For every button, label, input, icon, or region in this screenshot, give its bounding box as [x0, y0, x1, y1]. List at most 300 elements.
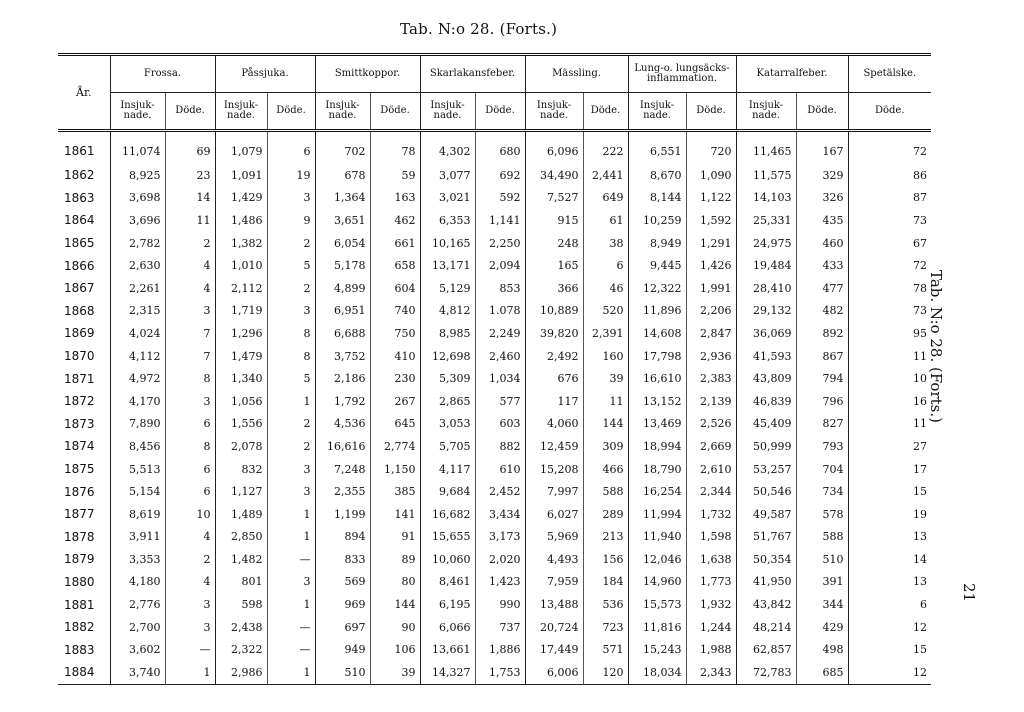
sick-count-cell: 1,010	[215, 254, 267, 277]
death-count-cell: 67	[848, 232, 931, 255]
year-cell: 1882	[64, 620, 95, 635]
death-count-cell: 12	[848, 616, 931, 639]
death-count-cell: 610	[475, 458, 525, 481]
sick-count-cell: 7,997	[525, 480, 583, 503]
death-count-cell: 9	[267, 209, 315, 232]
sick-count-cell: 12,698	[420, 345, 475, 368]
death-count-cell: 477	[796, 277, 848, 300]
year-cell: 1871	[64, 371, 95, 386]
death-count-cell: 8	[165, 367, 215, 390]
death-count-cell: 1	[165, 661, 215, 684]
sick-count-cell: 2,630	[110, 254, 165, 277]
death-count-cell: 1	[267, 390, 315, 413]
sick-count-cell: 3,752	[315, 345, 370, 368]
death-count-cell: 498	[796, 638, 848, 661]
sick-count-cell: 1,489	[215, 503, 267, 526]
table-row	[58, 187, 931, 210]
table-row	[58, 322, 931, 345]
sick-count-cell: 1,199	[315, 503, 370, 526]
death-count-cell: 2	[165, 232, 215, 255]
sick-count-cell: 117	[525, 390, 583, 413]
death-count-cell: 429	[796, 616, 848, 639]
death-count-cell: 17	[848, 458, 931, 481]
sick-count-cell: 18,034	[628, 661, 686, 684]
death-count-cell: 2,020	[475, 548, 525, 571]
death-count-cell: 39	[583, 367, 628, 390]
sick-count-cell: 7,959	[525, 571, 583, 594]
sick-count-cell: 72,783	[736, 661, 796, 684]
death-count-cell: 588	[796, 526, 848, 549]
sick-count-cell: 39,820	[525, 322, 583, 345]
death-count-cell: 10	[848, 367, 931, 390]
death-count-cell: 1,150	[370, 458, 420, 481]
death-count-cell: 1,638	[686, 548, 736, 571]
death-count-cell: 1,034	[475, 367, 525, 390]
sick-count-cell: 366	[525, 277, 583, 300]
death-count-cell: 3,173	[475, 526, 525, 549]
death-count-cell: 19	[848, 503, 931, 526]
header-frossa: Frossa.	[110, 55, 215, 93]
sick-count-cell: 3,696	[110, 209, 165, 232]
death-count-cell: 6	[165, 480, 215, 503]
death-count-cell: 827	[796, 413, 848, 436]
sick-count-cell: 697	[315, 616, 370, 639]
table-row	[58, 638, 931, 661]
sick-count-cell: 915	[525, 209, 583, 232]
sick-count-cell: 4,972	[110, 367, 165, 390]
sick-count-cell: 18,994	[628, 435, 686, 458]
sick-count-cell: 14,103	[736, 187, 796, 210]
sick-count-cell: 2,700	[110, 616, 165, 639]
sick-count-cell: 1,340	[215, 367, 267, 390]
death-count-cell: 2,847	[686, 322, 736, 345]
death-count-cell: 2,344	[686, 480, 736, 503]
death-count-cell: 1,090	[686, 164, 736, 187]
death-count-cell: 4	[165, 571, 215, 594]
sick-count-cell: 11,940	[628, 526, 686, 549]
sick-count-cell: 6,551	[628, 131, 686, 165]
sick-count-cell: 2,261	[110, 277, 165, 300]
sick-count-cell: 4,117	[420, 458, 475, 481]
sick-count-cell: 53,257	[736, 458, 796, 481]
subheader-sick: Insjuk-nade.	[420, 93, 475, 131]
death-count-cell: 39	[370, 661, 420, 684]
sick-count-cell: 969	[315, 593, 370, 616]
year-cell: 1879	[64, 552, 95, 567]
sick-count-cell: 3,651	[315, 209, 370, 232]
death-count-cell: 2,383	[686, 367, 736, 390]
death-count-cell: 391	[796, 571, 848, 594]
death-count-cell: 89	[370, 548, 420, 571]
death-count-cell: —	[267, 616, 315, 639]
death-count-cell: 737	[475, 616, 525, 639]
death-count-cell: 462	[370, 209, 420, 232]
death-count-cell: 482	[796, 300, 848, 323]
death-count-cell: 1,886	[475, 638, 525, 661]
death-count-cell: —	[267, 548, 315, 571]
sick-count-cell: 702	[315, 131, 370, 165]
death-count-cell: 2,669	[686, 435, 736, 458]
sick-count-cell: 8,456	[110, 435, 165, 458]
table-row	[58, 458, 931, 481]
year-cell: 1877	[64, 507, 95, 522]
death-count-cell: 7	[165, 345, 215, 368]
death-count-cell: 344	[796, 593, 848, 616]
table-row	[58, 593, 931, 616]
sick-count-cell: 833	[315, 548, 370, 571]
death-count-cell: 7	[165, 322, 215, 345]
subheader-dead: Döde.	[475, 93, 525, 131]
sick-count-cell: 9,445	[628, 254, 686, 277]
sick-count-cell: 34,490	[525, 164, 583, 187]
death-count-cell: 3	[165, 300, 215, 323]
death-count-cell: 578	[796, 503, 848, 526]
table-row	[58, 661, 931, 684]
death-count-cell: 5	[267, 367, 315, 390]
sick-count-cell: 14,608	[628, 322, 686, 345]
header-smittkoppor: Smittkoppor.	[315, 55, 420, 93]
death-count-cell: 3	[165, 593, 215, 616]
sick-count-cell: 2,322	[215, 638, 267, 661]
table-row	[58, 616, 931, 639]
death-count-cell: 163	[370, 187, 420, 210]
header-katarralfeber: Katarralfeber.	[736, 55, 848, 93]
sick-count-cell: 1,719	[215, 300, 267, 323]
sick-count-cell: 3,698	[110, 187, 165, 210]
sick-count-cell: 6,353	[420, 209, 475, 232]
death-count-cell: 184	[583, 571, 628, 594]
sick-count-cell: 6,951	[315, 300, 370, 323]
sick-count-cell: 4,112	[110, 345, 165, 368]
sick-count-cell: 50,354	[736, 548, 796, 571]
sick-count-cell: 51,767	[736, 526, 796, 549]
death-count-cell: 853	[475, 277, 525, 300]
death-count-cell: 1,598	[686, 526, 736, 549]
death-count-cell: 3	[267, 480, 315, 503]
death-count-cell: 1	[267, 526, 315, 549]
table-row	[58, 503, 931, 526]
death-count-cell: 90	[370, 616, 420, 639]
death-count-cell: 4	[165, 277, 215, 300]
sick-count-cell: 6,054	[315, 232, 370, 255]
table-row	[58, 390, 931, 413]
year-cell: 1870	[64, 349, 95, 364]
death-count-cell: 588	[583, 480, 628, 503]
death-count-cell: 106	[370, 638, 420, 661]
sick-count-cell: 510	[315, 661, 370, 684]
death-count-cell: 685	[796, 661, 848, 684]
death-count-cell: 23	[165, 164, 215, 187]
death-count-cell: 69	[165, 131, 215, 165]
death-count-cell: 2,452	[475, 480, 525, 503]
sick-count-cell: 3,077	[420, 164, 475, 187]
table-row	[58, 164, 931, 187]
sick-count-cell: 11,896	[628, 300, 686, 323]
sick-count-cell: 1,127	[215, 480, 267, 503]
subheader-sick: Insjuk-nade.	[736, 93, 796, 131]
sick-count-cell: 894	[315, 526, 370, 549]
year-cell: 1884	[64, 665, 95, 680]
sick-count-cell: 16,610	[628, 367, 686, 390]
death-count-cell: 230	[370, 367, 420, 390]
subheader-dead: Döde.	[583, 93, 628, 131]
death-count-cell: 1,773	[686, 571, 736, 594]
year-cell: 1876	[64, 484, 95, 499]
death-count-cell: 734	[796, 480, 848, 503]
subheader-dead: Döde.	[686, 93, 736, 131]
death-count-cell: 796	[796, 390, 848, 413]
sick-count-cell: 12,046	[628, 548, 686, 571]
year-column-header: År.	[76, 85, 92, 99]
death-count-cell: 72	[848, 254, 931, 277]
sick-count-cell: 6,066	[420, 616, 475, 639]
side-caption: Tab. N:o 28. (Forts.)	[927, 270, 945, 423]
death-count-cell: 326	[796, 187, 848, 210]
sick-count-cell: 46,839	[736, 390, 796, 413]
sick-count-cell: 2,112	[215, 277, 267, 300]
sick-count-cell: 4,170	[110, 390, 165, 413]
death-count-cell: 692	[475, 164, 525, 187]
sick-count-cell: 3,053	[420, 413, 475, 436]
sick-count-cell: 2,186	[315, 367, 370, 390]
year-cell: 1868	[64, 303, 95, 318]
death-count-cell: 87	[848, 187, 931, 210]
sick-count-cell: 5,129	[420, 277, 475, 300]
death-count-cell: 144	[370, 593, 420, 616]
sick-count-cell: 2,865	[420, 390, 475, 413]
table-row	[58, 345, 931, 368]
sick-count-cell: 1,556	[215, 413, 267, 436]
death-count-cell: 329	[796, 164, 848, 187]
death-count-cell: 680	[475, 131, 525, 165]
death-count-cell: 466	[583, 458, 628, 481]
sick-count-cell: 248	[525, 232, 583, 255]
death-count-cell: 144	[583, 413, 628, 436]
sick-count-cell: 7,527	[525, 187, 583, 210]
death-count-cell: 882	[475, 435, 525, 458]
sick-count-cell: 6,096	[525, 131, 583, 165]
death-count-cell: 8	[267, 345, 315, 368]
sick-count-cell: 29,132	[736, 300, 796, 323]
sick-count-cell: 1,382	[215, 232, 267, 255]
sick-count-cell: 676	[525, 367, 583, 390]
death-count-cell: 720	[686, 131, 736, 165]
subheader-dead: Döde.	[267, 93, 315, 131]
death-count-cell: 1	[267, 661, 315, 684]
sick-count-cell: 1,482	[215, 548, 267, 571]
sick-count-cell: 3,740	[110, 661, 165, 684]
death-count-cell: 536	[583, 593, 628, 616]
death-count-cell: 11	[848, 345, 931, 368]
sick-count-cell: 7,248	[315, 458, 370, 481]
death-count-cell: 433	[796, 254, 848, 277]
death-count-cell: 222	[583, 131, 628, 165]
sick-count-cell: 16,254	[628, 480, 686, 503]
sick-count-cell: 4,493	[525, 548, 583, 571]
death-count-cell: 435	[796, 209, 848, 232]
sick-count-cell: 15,573	[628, 593, 686, 616]
death-count-cell: 6	[267, 131, 315, 165]
sick-count-cell: 13,152	[628, 390, 686, 413]
death-count-cell: 15	[848, 638, 931, 661]
death-count-cell: 2,249	[475, 322, 525, 345]
year-cell: 1872	[64, 394, 95, 409]
table-row	[58, 209, 931, 232]
sick-count-cell: 2,492	[525, 345, 583, 368]
sick-count-cell: 43,842	[736, 593, 796, 616]
subheader-dead: Döde.	[370, 93, 420, 131]
year-cell: 1865	[64, 236, 95, 251]
death-count-cell: 3	[267, 571, 315, 594]
death-count-cell: 1,426	[686, 254, 736, 277]
death-count-cell: 4	[165, 526, 215, 549]
death-count-cell: 603	[475, 413, 525, 436]
death-count-cell: 2,460	[475, 345, 525, 368]
death-count-cell: 120	[583, 661, 628, 684]
sick-count-cell: 50,546	[736, 480, 796, 503]
death-count-cell: 1,244	[686, 616, 736, 639]
death-count-cell: 2,206	[686, 300, 736, 323]
death-count-cell: 267	[370, 390, 420, 413]
table-title: Tab. N:o 28. (Forts.)	[400, 20, 558, 38]
death-count-cell: 38	[583, 232, 628, 255]
table-row	[58, 571, 931, 594]
sick-count-cell: 13,488	[525, 593, 583, 616]
death-count-cell: 27	[848, 435, 931, 458]
death-count-cell: 649	[583, 187, 628, 210]
sick-count-cell: 2,355	[315, 480, 370, 503]
death-count-cell: 167	[796, 131, 848, 165]
sick-count-cell: 5,513	[110, 458, 165, 481]
table-row	[58, 232, 931, 255]
year-cell: 1864	[64, 213, 95, 228]
page-number: 21	[960, 583, 978, 603]
statistics-table	[58, 53, 931, 685]
death-count-cell: 16	[848, 390, 931, 413]
year-cell: 1867	[64, 281, 95, 296]
sick-count-cell: 4,302	[420, 131, 475, 165]
death-count-cell: 14	[848, 548, 931, 571]
death-count-cell: 59	[370, 164, 420, 187]
death-count-cell: 6	[848, 593, 931, 616]
death-count-cell: 86	[848, 164, 931, 187]
subheader-sick: Insjuk-nade.	[215, 93, 267, 131]
death-count-cell: 11	[583, 390, 628, 413]
death-count-cell: 73	[848, 209, 931, 232]
sick-count-cell: 28,410	[736, 277, 796, 300]
sick-count-cell: 2,986	[215, 661, 267, 684]
death-count-cell: 15	[848, 480, 931, 503]
sick-count-cell: 4,024	[110, 322, 165, 345]
death-count-cell: —	[267, 638, 315, 661]
death-count-cell: 2,343	[686, 661, 736, 684]
sick-count-cell: 5,154	[110, 480, 165, 503]
death-count-cell: 2	[267, 413, 315, 436]
sick-count-cell: 1,479	[215, 345, 267, 368]
sick-count-cell: 801	[215, 571, 267, 594]
sick-count-cell: 832	[215, 458, 267, 481]
header-passjuka: Påssjuka.	[215, 55, 315, 93]
sick-count-cell: 1,091	[215, 164, 267, 187]
sick-count-cell: 15,243	[628, 638, 686, 661]
death-count-cell: 740	[370, 300, 420, 323]
sick-count-cell: 8,670	[628, 164, 686, 187]
death-count-cell: 658	[370, 254, 420, 277]
header-lunginflammation: Lung-o. lungsäcks-inflammation.	[628, 55, 736, 93]
death-count-cell: —	[165, 638, 215, 661]
sick-count-cell: 12,322	[628, 277, 686, 300]
death-count-cell: 6	[165, 413, 215, 436]
sick-count-cell: 14,327	[420, 661, 475, 684]
death-count-cell: 2,391	[583, 322, 628, 345]
sick-count-cell: 8,925	[110, 164, 165, 187]
sick-count-cell: 18,790	[628, 458, 686, 481]
sick-count-cell: 678	[315, 164, 370, 187]
death-count-cell: 19	[267, 164, 315, 187]
death-count-cell: 1,122	[686, 187, 736, 210]
sick-count-cell: 11,465	[736, 131, 796, 165]
sick-count-cell: 8,619	[110, 503, 165, 526]
death-count-cell: 793	[796, 435, 848, 458]
header-massling: Mässling.	[525, 55, 628, 93]
death-count-cell: 73	[848, 300, 931, 323]
sick-count-cell: 6,027	[525, 503, 583, 526]
death-count-cell: 460	[796, 232, 848, 255]
death-count-cell: 3	[267, 458, 315, 481]
sick-count-cell: 6,195	[420, 593, 475, 616]
sick-count-cell: 2,850	[215, 526, 267, 549]
sick-count-cell: 62,857	[736, 638, 796, 661]
death-count-cell: 1	[267, 503, 315, 526]
death-count-cell: 2,936	[686, 345, 736, 368]
sick-count-cell: 10,889	[525, 300, 583, 323]
death-count-cell: 12	[848, 661, 931, 684]
death-count-cell: 892	[796, 322, 848, 345]
year-cell: 1875	[64, 462, 95, 477]
death-count-cell: 6	[165, 458, 215, 481]
sick-count-cell: 41,950	[736, 571, 796, 594]
death-count-cell: 2	[267, 277, 315, 300]
death-count-cell: 78	[848, 277, 931, 300]
sick-count-cell: 10,259	[628, 209, 686, 232]
year-cell: 1862	[64, 168, 95, 183]
death-count-cell: 141	[370, 503, 420, 526]
year-cell: 1869	[64, 326, 95, 341]
table-row	[58, 277, 931, 300]
subheader-dead: Döde.	[165, 93, 215, 131]
death-count-cell: 577	[475, 390, 525, 413]
death-count-cell: 91	[370, 526, 420, 549]
death-count-cell: 1,732	[686, 503, 736, 526]
subheader-sick: Insjuk-nade.	[628, 93, 686, 131]
death-count-cell: 2,526	[686, 413, 736, 436]
death-count-cell: 604	[370, 277, 420, 300]
sick-count-cell: 6,006	[525, 661, 583, 684]
sick-count-cell: 13,469	[628, 413, 686, 436]
death-count-cell: 1,988	[686, 638, 736, 661]
death-count-cell: 867	[796, 345, 848, 368]
death-count-cell: 78	[370, 131, 420, 165]
death-count-cell: 990	[475, 593, 525, 616]
table-row	[58, 435, 931, 458]
death-count-cell: 8	[267, 322, 315, 345]
sick-count-cell: 3,602	[110, 638, 165, 661]
death-count-cell: 80	[370, 571, 420, 594]
sick-count-cell: 25,331	[736, 209, 796, 232]
death-count-cell: 1,932	[686, 593, 736, 616]
sick-count-cell: 7,890	[110, 413, 165, 436]
sick-count-cell: 13,661	[420, 638, 475, 661]
